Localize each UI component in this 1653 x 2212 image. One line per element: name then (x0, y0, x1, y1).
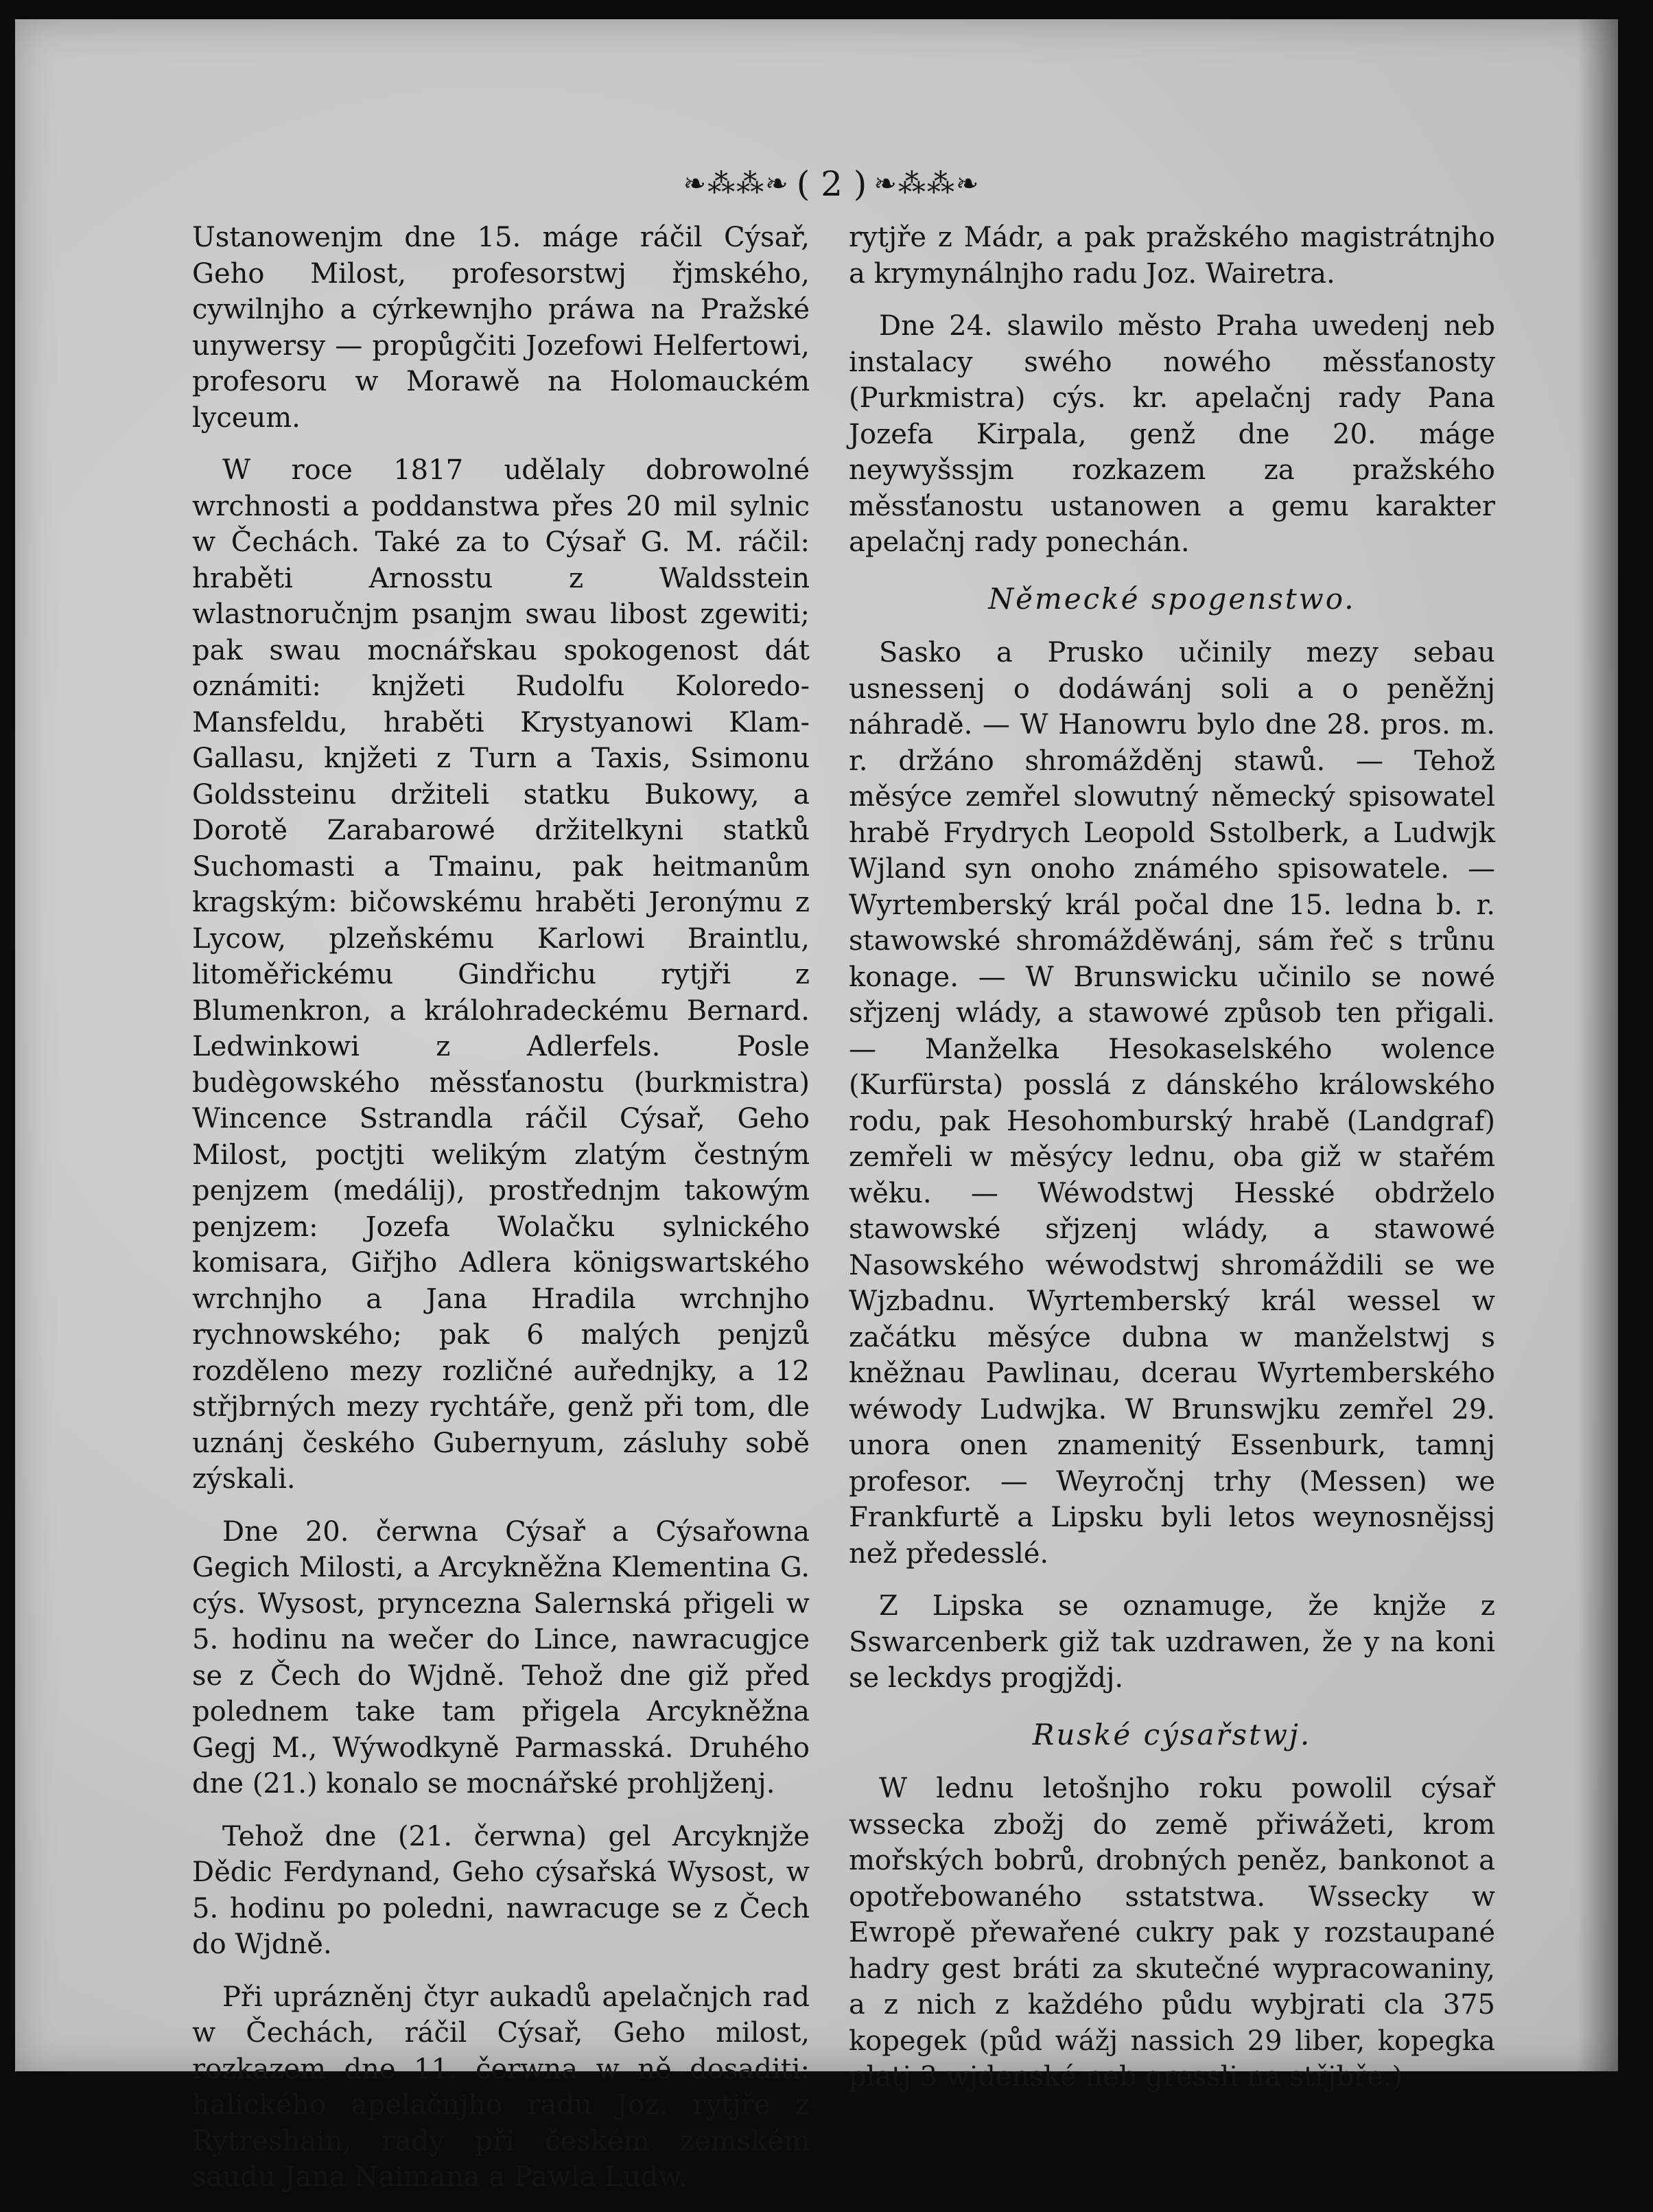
paragraph: Z Lipska se oznamuge, že knjže z Sswarcenberk giž tak uzdrawen, že y na koni se leckdys progjždj. (849, 1590, 1495, 1694)
ornament-right: ❧⁂⁂❧ (874, 168, 981, 200)
page-number: ( 2 ) (796, 164, 867, 204)
paragraph: Dne 24. slawilo město Praha uwedenj neb instalacy swého nowého měssťanosty (Purkmistra) cýs. kr. apelačnj rady Pana Jozefa Kirpala, genž dne 20. máge neywyšssjm rozkazem za pražského měssťanostu ustanowen a gemu karakter apelačnj rady ponechán. (849, 310, 1495, 558)
paragraph: Sasko a Prusko učinily mezy sebau usnessenj o dodáwánj soli a o peněžnj náhradě. — W Hanowru bylo dne 28. pros. m. r. držáno shromážděnj stawů. — Tehož měsýce zemřel slowutný německý spisowatel hrabě Frydrych Leopold Sstolberk, a Ludwjk Wjland syn onoho známého spisowatele. — Wyrtemberský král počal dne 15. ledna b. r. stawowské shromážděwánj, sám řeč s trůnu konage. — W Brunswicku učinilo se nowé sřjzenj wlády, a stawowé způsob ten přigali. — Manželka Hesokaselského wolence (Kurfürsta) posslá z dánského králowského rodu, pak Hesohomburský hrabě (Landgraf) zemřeli w měsýcy lednu, oba giž w stařém wěku. — Wéwodstwj Hesské obdrželo stawowské sřjzenj wlády, a stawowé Nasowského wéwodstwj shromáždili se we Wjzbadnu. Wyrtemberský král wessel w začátku měsýce dubna w manželstwj s kněžnau Pawlinau, dcerau Wyrtemberského wéwody Ludwjka. W Brunswjku zemřel 29. unora onen znamenitý Essenburk, tamnj profesor. — Weyročnj trhy (Messen) we Frankfurtě a Lipsku byli letos weynosnějssj než předesslé. (849, 637, 1495, 1570)
section-heading: Německé spogenstwo. (988, 581, 1356, 616)
page-header (674, 160, 989, 208)
left-column (192, 220, 810, 2212)
paragraph: Dne 20. čerwna Cýsař a Cýsařowna Gegich Milosti, a Arcykněžna Klementina G. cýs. Wysost, pryncezna Salernská přigeli w 5. hodinu na wečer do Lince, nawracugjce se z Čech do Wjdně. Tehož dne giž před polednem take tam přigela Arcykněžna Gegj M., Wýwodkyně Parmasská. Druhého dne (21.) konalo se mocnářské prohljženj. (192, 1515, 810, 1800)
paragraph: Ustanowenjm dne 15. máge ráčil Cýsař, Geho Milost, profesorstwj řjmského, cywilnjho a cýrkewnjho práwa na Pražské unywersy — propůgčiti Jozefowi Helfertowi, profesoru w Morawě na Holomauckém lyceum. (192, 222, 810, 434)
right-column (849, 220, 1495, 2112)
newspaper-page (15, 19, 1618, 2193)
paragraph: W lednu letošnjho roku powolil cýsař wssecka zbožj do země přiwážeti, krom mořských bobrů, drobných peněz, bankonot a opotřebowaného sstatstwa. Wssecky w Ewropě přewařené cukry pak y rozstaupané hadry gest bráti za skutečné wypracowaniny, a z nich z každého půdu wybjrati cla 375 kopegek (půd wážj nassich 29 liber, kopegka platj 3 wjdenské neb gressli na střjbře.) (849, 1773, 1495, 2093)
section-heading: Ruské cýsařstwj. (1032, 1717, 1312, 1751)
page-edge-shadow (1577, 19, 1618, 2071)
paragraph: Při uprázněnj čtyr aukadů apelačnjch rad w Čechách, ráčil Cýsař, Geho milost, rozkazem dne 11. čerwna w ně dosaditi: halického apelačnjho radu Joz. rytjře z Rytreshain, rady při českém zemském saudu Jana Naimana a Pawla Ludw. (192, 1981, 810, 2193)
paragraph: rytjře z Mádr, a pak pražského magistrátnjho a krymynálnjho radu Joz. Wairetra. (849, 222, 1495, 290)
ornament-left: ❧⁂⁂❧ (683, 168, 790, 200)
paragraph: W roce 1817 udělaly dobrowolné wrchnosti a poddanstwa přes 20 mil sylnic w Čechách. Také za to Cýsař G. M. ráčil: hraběti Arnosstu z Waldsstein wlastnoručnjm psanjm swau libost zgewiti; pak swau mocnářskau spokogenost dát oznámiti: knjžeti Rudolfu Koloredo-Mansfeldu, hraběti Krystyanowi Klam-Gallasu, knjžeti z Turn a Taxis, Ssimonu Goldssteinu držiteli statku Bukowy, a Dorotě Zarabarowé držitelkyni statků Suchomasti a Tmainu, pak heitmanům kragským: bičowskému hraběti Jeronýmu z Lycow, plzeňskému Karlowi Braintlu, litoměřickému Gindřichu rytjři z Blumenkron, a králohradeckému Bernard. Ledwinkowi z Adlerfels. Posle budègowského měssťanostu (burkmistra) Wincence Sstrandla ráčil Cýsař, Geho Milost, poctjti welikým zlatým čestným penjzem (medálij), prostřednjm takowým penjzem: Jozefa Wolačku sylnického komisara, Giřjho Adlera königswartského wrchnjho a Jana Hradila wrchnjho rychnowského; pak 6 malých penjzů rozděleno mezy rozličné auřednjky, a 12 střjbrných mezy rychtáře, genž při tom, dle uznánj českého Gubernyum, zásluhy sobě zýskali. (192, 454, 810, 1495)
paragraph: Tehož dne (21. čerwna) gel Arcyknjže Dědic Ferdynand, Geho cýsařská Wysost, w 5. hodinu po poledni, nawracuge se z Čech do Wjdně. (192, 1820, 810, 1960)
